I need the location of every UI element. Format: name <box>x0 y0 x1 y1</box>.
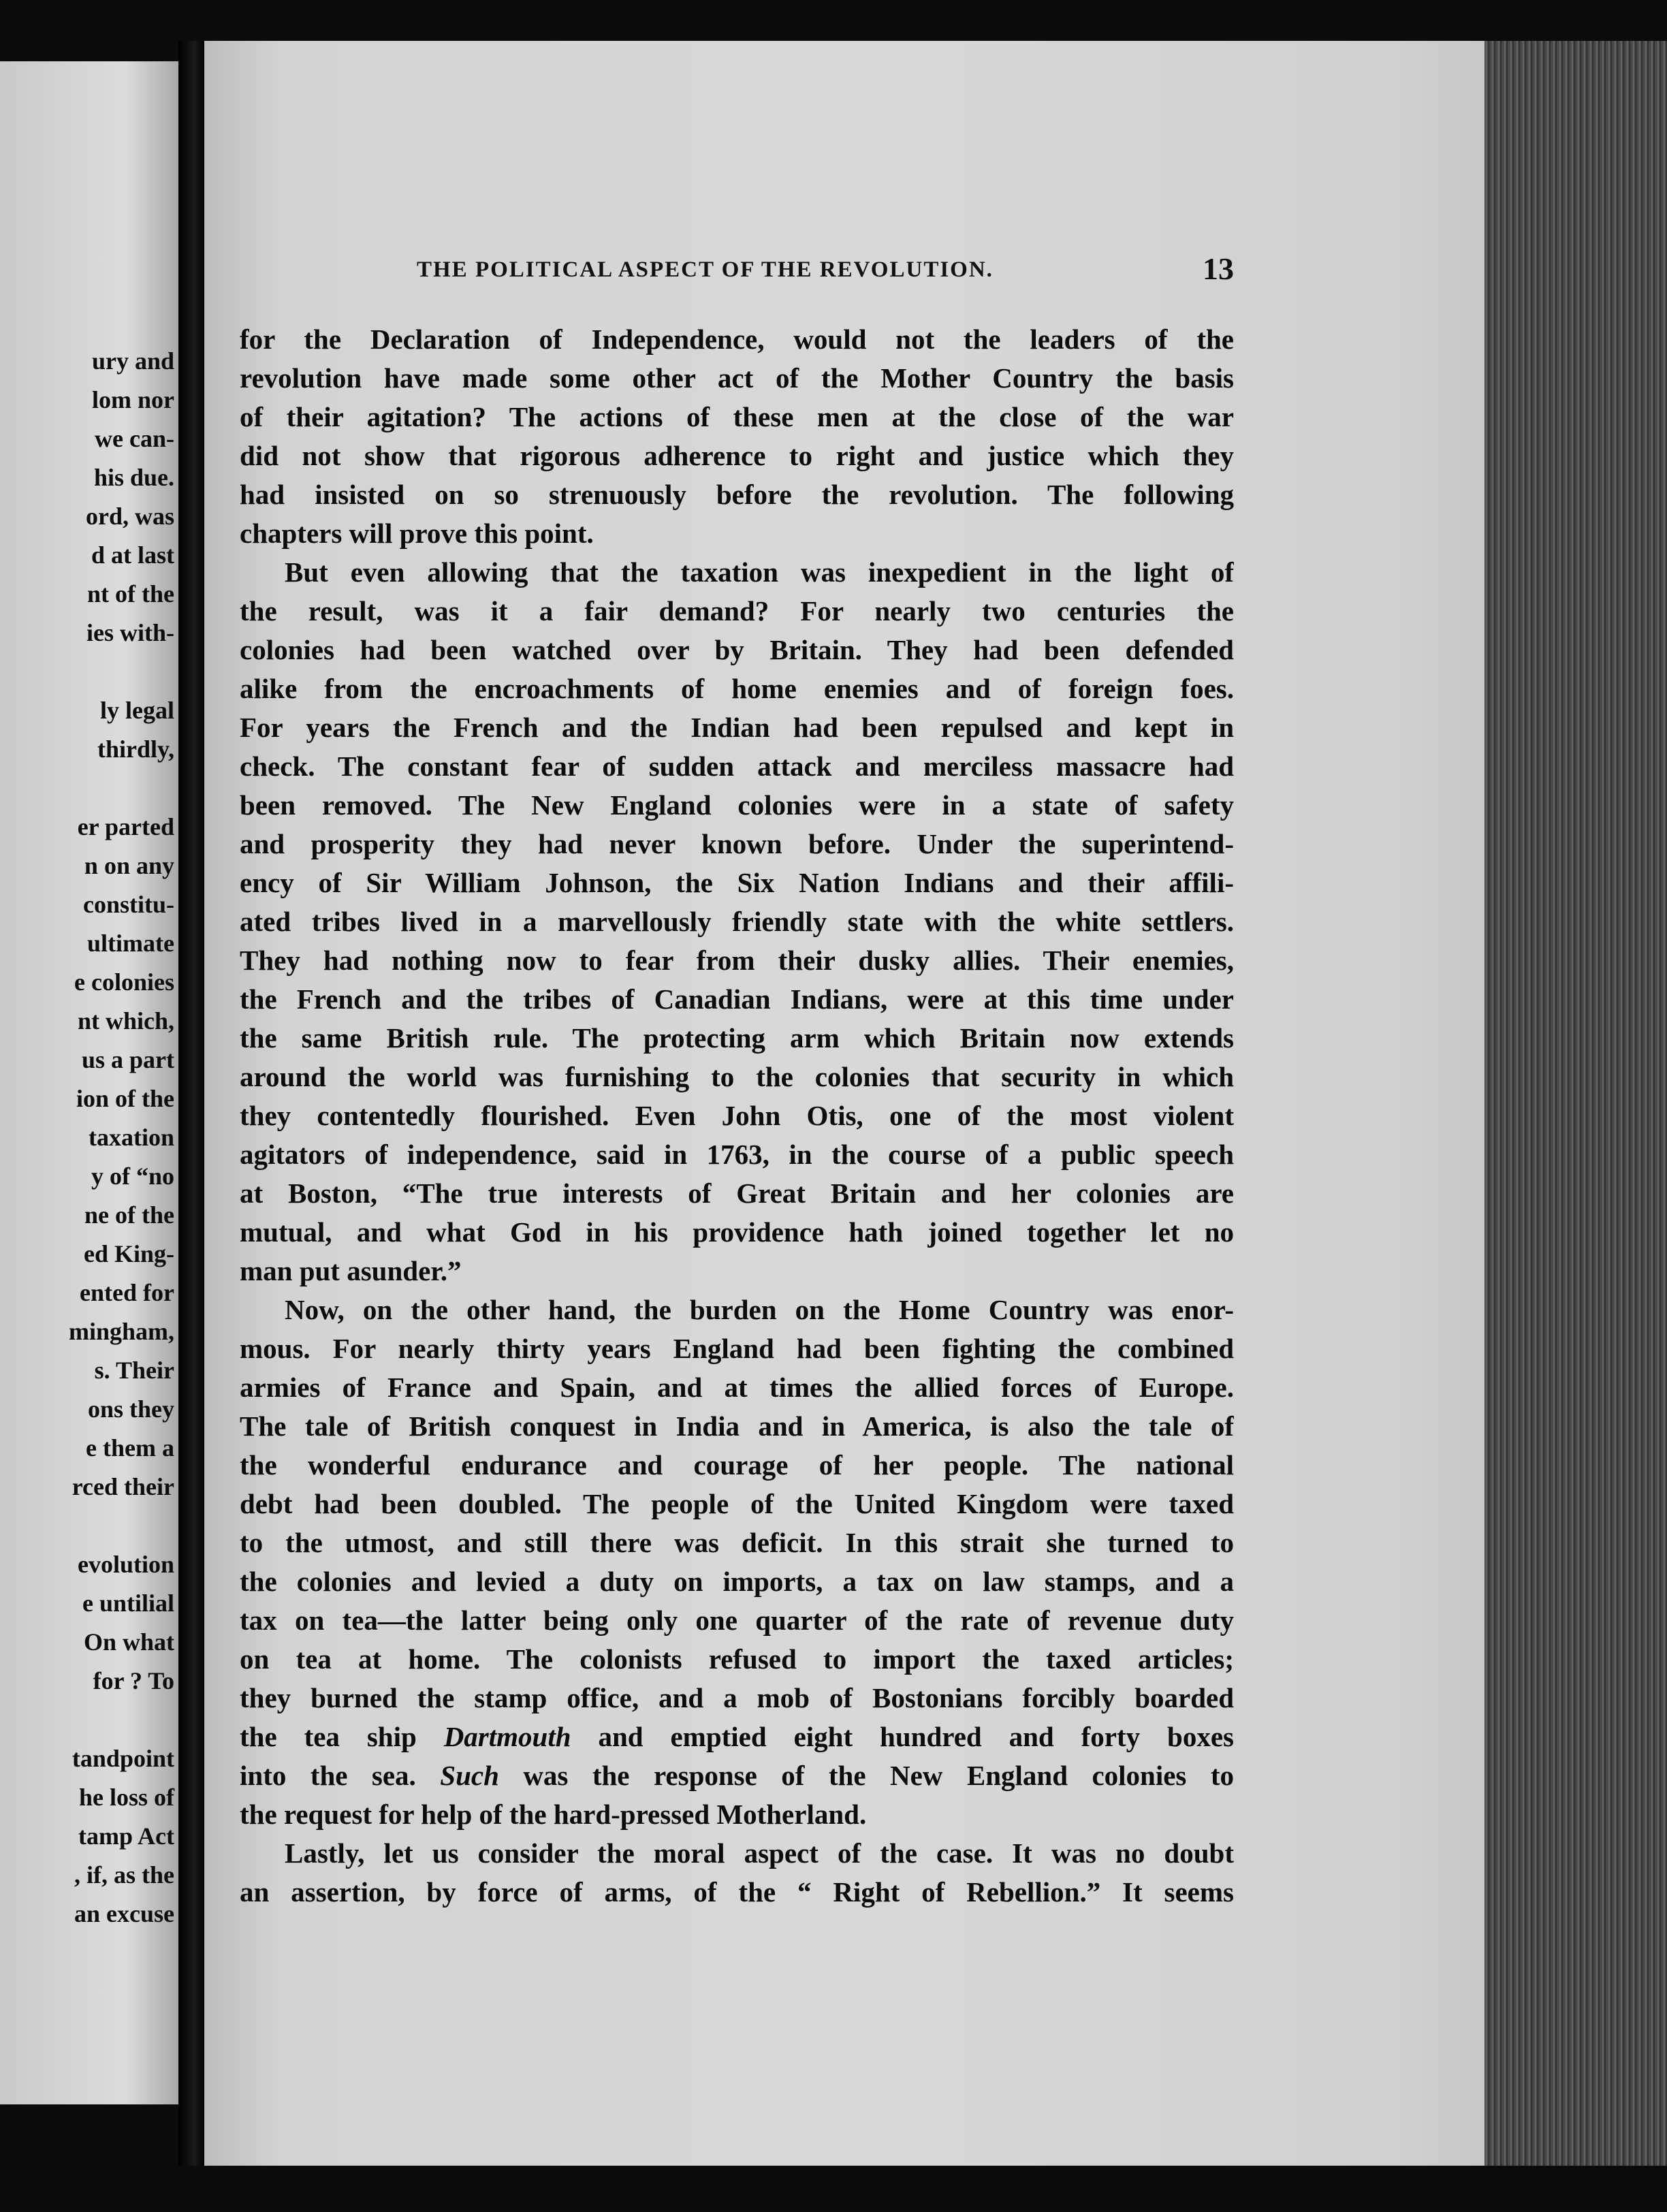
left-page-fragment: ord, was <box>85 503 174 530</box>
left-page-fragment: s. Their <box>94 1357 174 1384</box>
text-line: been removed. The New England colonies were in a state of safety <box>240 789 1234 821</box>
line-segment: was the response of the New England colonies to <box>523 1760 1234 1791</box>
text-line: ency of Sir William Johnson, the Six Nation Indians and their affili- <box>240 867 1234 898</box>
ship-name: Dartmouth <box>443 1721 571 1752</box>
left-page-fragment: rced their <box>72 1473 174 1500</box>
left-page-fragment: an excuse <box>74 1900 174 1927</box>
left-page-fragment: nt which, <box>77 1007 174 1034</box>
text-line: chapters will prove this point. <box>240 518 594 549</box>
book-gutter <box>178 41 206 2166</box>
text-line: Now, on the other hand, the burden on the Home Country was enor- <box>285 1294 1234 1325</box>
left-page-fragment: ultimate <box>87 930 174 957</box>
left-page-fragment: lom nor <box>92 386 174 413</box>
left-page-fragment: e them a <box>86 1434 174 1462</box>
text-line: They had nothing now to fear from their dusky allies. Their enemies, <box>240 945 1234 976</box>
left-page-fragment: tamp Act <box>78 1822 174 1850</box>
text-line: For years the French and the Indian had been repulsed and kept in <box>240 712 1234 743</box>
left-page-fragment: y of “no <box>91 1163 174 1190</box>
text-line: check. The constant fear of sudden attack and merciless massacre had <box>240 750 1234 782</box>
left-page-fragment: ion of the <box>76 1085 174 1112</box>
text-line: did not show that rigorous adherence to right and justice which they <box>240 440 1234 471</box>
left-page-fragment: e colonies <box>74 968 174 996</box>
text-line: they burned the stamp office, and a mob of Bostonians forcibly boarded <box>240 1682 1234 1713</box>
left-page-fragment: evolution <box>77 1551 174 1578</box>
text-line: around the world was furnishing to the colonies that security in which <box>240 1061 1234 1092</box>
left-page-fragment: thirdly, <box>97 736 174 763</box>
text-line: and prosperity they had never known before. Under the superintend- <box>240 828 1234 859</box>
left-facing-page <box>0 61 178 2104</box>
left-page-fragment: n on any <box>84 852 174 879</box>
text-line: the French and the tribes of Canadian Indians, were at this time under <box>240 983 1234 1015</box>
emphasis: Such <box>440 1760 499 1791</box>
text-line: revolution have made some other act of the Mother Country the basis <box>240 362 1234 394</box>
left-page-fragment: us a part <box>81 1046 174 1073</box>
text-line: agitators of independence, said in 1763, in the course of a public speech <box>240 1139 1234 1170</box>
left-page-fragment: nt of the <box>87 580 174 607</box>
left-page-fragment: d at last <box>91 541 174 569</box>
text-line: The tale of British conquest in India and in America, is also the tale of <box>240 1410 1234 1442</box>
text-line: the wonderful endurance and courage of her people. The national <box>240 1449 1234 1481</box>
text-line: on tea at home. The colonists refused to import the taxed articles; <box>240 1643 1234 1675</box>
left-page-fragment: tandpoint <box>72 1745 174 1772</box>
left-page-fragment: er parted <box>77 813 174 840</box>
line-segment: into the sea. <box>240 1760 416 1791</box>
left-page-fragment: his due. <box>93 464 174 491</box>
text-line: had insisted on so strenuously before the revolution. The following <box>240 479 1234 510</box>
left-page-fragment: ne of the <box>84 1201 174 1229</box>
line-segment: the tea ship <box>240 1721 417 1752</box>
text-line <box>240 1718 1234 1756</box>
left-page-fragment: mingham, <box>68 1318 174 1345</box>
text-line: debt had been doubled. The people of the United Kingdom were taxed <box>240 1488 1234 1519</box>
text-line: the request for help of the hard-pressed Motherland. <box>240 1799 867 1830</box>
text-line: Lastly, let us consider the moral aspect of the case. It was no doubt <box>285 1837 1234 1869</box>
text-line: at Boston, “The true interests of Great Britain and her colonies are <box>240 1178 1234 1209</box>
left-page-fragment: On what <box>83 1628 174 1656</box>
left-page-fragment: constitu- <box>83 891 174 918</box>
text-line: tax on tea—the latter being only one quarter of the rate of revenue duty <box>240 1605 1234 1636</box>
text-line: to the utmost, and still there was deficit. In this strait she turned to <box>240 1527 1234 1558</box>
text-line: the colonies and levied a duty on imports, a tax on law stamps, and a <box>240 1566 1234 1597</box>
text-line: alike from the encroachments of home enemies and of foreign foes. <box>240 673 1234 704</box>
text-line: armies of France and Spain, and at times the allied forces of Europe. <box>240 1372 1234 1403</box>
text-line: ated tribes lived in a marvellously friendly state with the white settlers. <box>240 906 1234 937</box>
left-page-fragment: ury and <box>91 347 174 375</box>
left-page-fragment: , if, as the <box>74 1861 174 1889</box>
left-page-fragment: ons they <box>87 1395 174 1423</box>
text-line: mous. For nearly thirty years England had been fighting the combined <box>240 1333 1234 1364</box>
page-number: 13 <box>1203 251 1234 286</box>
text-line: colonies had been watched over by Britain. They had been defended <box>240 634 1234 665</box>
text-line: they contentedly flourished. Even John Otis, one of the most violent <box>240 1100 1234 1131</box>
text-line <box>240 1756 1234 1795</box>
body-text <box>240 320 1234 1912</box>
left-page-fragment: ed King- <box>83 1240 174 1267</box>
left-page-fragment: ies with- <box>86 619 174 646</box>
left-page-fragment: ly legal <box>100 697 174 724</box>
text-line: of their agitation? The actions of these men at the close of the war <box>240 401 1234 432</box>
text-line: an assertion, by force of arms, of the “ Right of Rebellion.” It seems <box>240 1876 1234 1908</box>
text-line: the same British rule. The protecting arm which Britain now extends <box>240 1022 1234 1054</box>
running-head: THE POLITICAL ASPECT OF THE REVOLUTION. <box>417 257 994 282</box>
left-page-fragment: taxation <box>89 1124 174 1151</box>
text-line: mutual, and what God in his providence hath joined together let no <box>240 1216 1234 1248</box>
left-page-fragment: ented for <box>80 1279 174 1306</box>
left-page-fragment: e untilial <box>82 1590 174 1617</box>
text-line: for the Declaration of Independence, would not the leaders of the <box>240 323 1234 355</box>
text-line: But even allowing that the taxation was inexpedient in the light of <box>285 556 1234 588</box>
left-page-fragment: he loss of <box>78 1784 174 1811</box>
left-page-fragment: we can- <box>95 425 174 452</box>
text-line: man put asunder.” <box>240 1255 462 1286</box>
line-segment: and emptied eight hundred and forty boxes <box>598 1721 1234 1752</box>
left-page-fragment: for ? To <box>93 1667 174 1694</box>
text-line: the result, was it a fair demand? For nearly two centuries the <box>240 595 1234 627</box>
page-edges <box>1485 41 1667 2166</box>
